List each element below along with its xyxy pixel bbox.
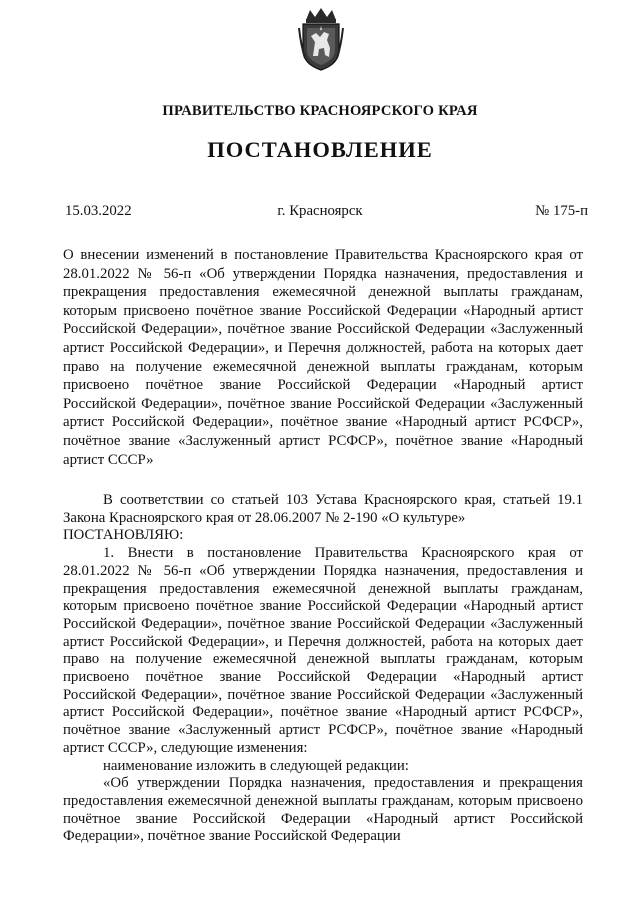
item-1-paragraph: 1. Внести в постановление Правительства Красноярского края от 28.01.2022 № 56-п «Об утверждении Порядка назначения, предоставления и прекращения предоставления ежемесячной денежной выплаты гражданам, которым присвоено почётное звание Российской Федерации «Народный артист Российской Федерации», почётное звание Российской Федерации «Заслуженный артист Российской Федерации», и Перечня должностей, работа на которых дает право на получение ежемесячной денежной выплаты гражданам, которым присвоено почётное звание Российской Федерации «Народный артист Российской Федерации», почётное звание Российской Федерации «Заслуженный артист Российской Федерации», почётное звание «Народный артист РСФСР», почётное звание «Заслуженный артист РСФСР», почётное звание «Народный артист СССР», следующие изменения:	[63, 545, 583, 756]
preamble-paragraph: В соответствии со статьей 103 Устава Красноярского края, статьей 19.1 Закона Красноярского края от 28.06.2007 № 2-190 «О культуре»	[63, 492, 583, 526]
resolve-word: ПОСТАНОВЛЯЮ:	[63, 527, 184, 544]
document-title: О внесении изменений в постановление Правительства Красноярского края от 28.01.2022 № 56-п «Об утверждении Порядка назначения, предоставления и прекращения предоставления ежемесячной денежной выплаты гражданам, которым присвоено почётное звание Российской Федерации «Народный артист Российской Федерации», почётное звание Российской Федерации «Заслуженный артист Российской Федерации», и Перечня должностей, работа на которых дает право на получение ежемесячной денежной выплаты гражданам, которым присвоено почётное звание Российской Федерации «Народный артист Российской Федерации», почётное звание Российской Федерации «Заслуженный артист Российской Федерации», почётное звание «Народный артист РСФСР», почётное звание «Заслуженный артист РСФСР», почётное звание «Народный артист СССР»	[63, 247, 583, 468]
subitem-paragraph: наименование изложить в следующей редакции:	[103, 757, 409, 774]
document-type-heading: ПОСТАНОВЛЕНИЕ	[207, 137, 433, 162]
document-city: г. Красноярск	[277, 203, 363, 219]
document-number: № 175-п	[535, 203, 588, 219]
coat-of-arms-emblem	[296, 6, 346, 72]
organization-heading: ПРАВИТЕЛЬСТВО КРАСНОЯРСКОГО КРАЯ	[162, 103, 478, 119]
quoted-title-paragraph: «Об утверждении Порядка назначения, предоставления и прекращения предоставления ежемесячной денежной выплаты гражданам, которым присвоено почётное звание Российской Федерации «Народный артист Российской Федерации», почётное звание Российской Федерации	[63, 775, 583, 845]
document-date: 15.03.2022	[65, 203, 132, 219]
document-body	[63, 492, 583, 846]
